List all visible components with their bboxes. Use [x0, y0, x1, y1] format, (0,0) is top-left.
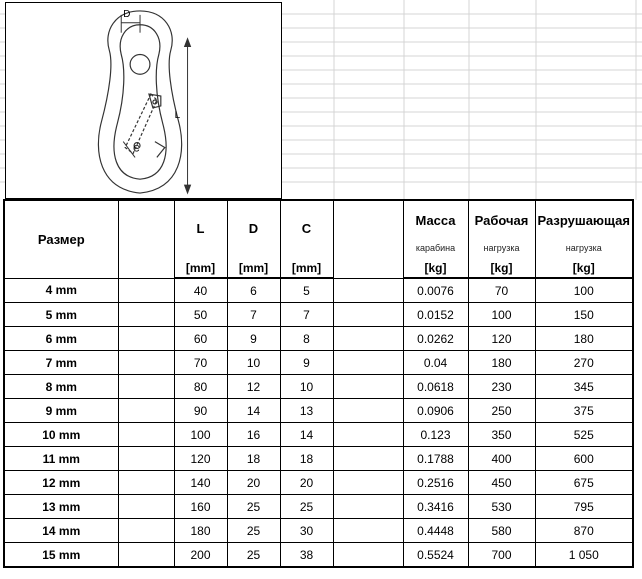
cell-break: 270	[535, 351, 633, 375]
cell-break: 375	[535, 399, 633, 423]
table-row	[4, 471, 633, 495]
table-row	[4, 375, 633, 399]
cell-l: 100	[174, 423, 227, 447]
cell-blank	[118, 423, 174, 447]
cell-d: 20	[227, 471, 280, 495]
cell-size: 9 mm	[4, 399, 118, 423]
cell-l: 80	[174, 375, 227, 399]
cell-size: 5 mm	[4, 303, 118, 327]
unit-c: [mm]	[280, 256, 333, 278]
cell-mass: 0.2516	[403, 471, 468, 495]
cell-break: 150	[535, 303, 633, 327]
spec-table-body	[4, 278, 633, 567]
dimension-c-label: C	[133, 143, 140, 154]
cell-l: 60	[174, 327, 227, 351]
cell-work: 70	[468, 278, 535, 303]
cell-mass: 0.0618	[403, 375, 468, 399]
header-mass-sub: карабина	[403, 239, 468, 256]
cell-blank	[333, 303, 403, 327]
cell-c: 5	[280, 278, 333, 303]
cell-work: 400	[468, 447, 535, 471]
cell-c: 9	[280, 351, 333, 375]
cell-d: 6	[227, 278, 280, 303]
dimension-l-label: L	[174, 109, 181, 121]
cell-size: 12 mm	[4, 471, 118, 495]
cell-blank	[118, 447, 174, 471]
cell-l: 200	[174, 543, 227, 568]
cell-blank	[333, 447, 403, 471]
cell-size: 10 mm	[4, 423, 118, 447]
cell-blank	[333, 471, 403, 495]
cell-break: 1 050	[535, 543, 633, 568]
table-row	[4, 495, 633, 519]
cell-size: 11 mm	[4, 447, 118, 471]
cell-mass: 0.4448	[403, 519, 468, 543]
cell-break: 600	[535, 447, 633, 471]
cell-l: 50	[174, 303, 227, 327]
header-blank-2	[333, 200, 403, 278]
cell-mass: 0.0076	[403, 278, 468, 303]
cell-mass: 0.123	[403, 423, 468, 447]
cell-mass: 0.3416	[403, 495, 468, 519]
carabiner-eye	[130, 54, 150, 74]
header-work-sub: нагрузка	[468, 239, 535, 256]
header-d: D	[227, 200, 280, 256]
cell-blank	[118, 327, 174, 351]
cell-work: 230	[468, 375, 535, 399]
cell-d: 18	[227, 447, 280, 471]
unit-break: [kg]	[535, 256, 633, 278]
header-mass: Масса	[403, 200, 468, 239]
cell-blank	[333, 375, 403, 399]
carabiner-gate	[125, 94, 157, 153]
cell-c: 25	[280, 495, 333, 519]
cell-size: 14 mm	[4, 519, 118, 543]
cell-l: 90	[174, 399, 227, 423]
cell-d: 14	[227, 399, 280, 423]
cell-break: 870	[535, 519, 633, 543]
cell-mass: 0.04	[403, 351, 468, 375]
cell-blank	[333, 399, 403, 423]
carabiner-drawing	[5, 2, 282, 199]
table-row	[4, 447, 633, 471]
cell-blank	[118, 543, 174, 568]
cell-l: 40	[174, 278, 227, 303]
cell-work: 580	[468, 519, 535, 543]
cell-blank	[118, 375, 174, 399]
cell-mass: 0.0906	[403, 399, 468, 423]
cell-work: 250	[468, 399, 535, 423]
cell-blank	[333, 543, 403, 568]
header-l: L	[174, 200, 227, 256]
cell-l: 180	[174, 519, 227, 543]
table-row	[4, 519, 633, 543]
unit-work: [kg]	[468, 256, 535, 278]
cell-c: 38	[280, 543, 333, 568]
cell-d: 25	[227, 495, 280, 519]
cell-break: 525	[535, 423, 633, 447]
table-row	[4, 303, 633, 327]
cell-size: 6 mm	[4, 327, 118, 351]
cell-blank	[118, 495, 174, 519]
table-row	[4, 278, 633, 303]
cell-work: 530	[468, 495, 535, 519]
cell-d: 7	[227, 303, 280, 327]
header-break-load: Разрушающая	[535, 200, 633, 239]
header-work-load: Рабочая	[468, 200, 535, 239]
cell-c: 20	[280, 471, 333, 495]
cell-c: 7	[280, 303, 333, 327]
cell-d: 25	[227, 519, 280, 543]
cell-size: 13 mm	[4, 495, 118, 519]
cell-work: 450	[468, 471, 535, 495]
cell-mass: 0.5524	[403, 543, 468, 568]
header-c: C	[280, 200, 333, 256]
cell-break: 675	[535, 471, 633, 495]
cell-blank	[118, 519, 174, 543]
table-row	[4, 423, 633, 447]
cell-l: 160	[174, 495, 227, 519]
cell-blank	[118, 303, 174, 327]
carabiner-outer-outline	[98, 8, 181, 193]
cell-break: 180	[535, 327, 633, 351]
cell-work: 350	[468, 423, 535, 447]
header-size: Размер	[4, 200, 118, 278]
cell-d: 16	[227, 423, 280, 447]
header-break-sub: нагрузка	[535, 239, 633, 256]
cell-l: 70	[174, 351, 227, 375]
cell-c: 18	[280, 447, 333, 471]
cell-work: 100	[468, 303, 535, 327]
table-row	[4, 351, 633, 375]
cell-mass: 0.0262	[403, 327, 468, 351]
table-row	[4, 543, 633, 568]
cell-mass: 0.1788	[403, 447, 468, 471]
cell-c: 10	[280, 375, 333, 399]
unit-mass: [kg]	[403, 256, 468, 278]
cell-blank	[118, 471, 174, 495]
cell-blank	[333, 519, 403, 543]
cell-size: 4 mm	[4, 278, 118, 303]
dimension-d-label: D	[123, 8, 131, 20]
cell-l: 140	[174, 471, 227, 495]
cell-work: 180	[468, 351, 535, 375]
cell-c: 30	[280, 519, 333, 543]
cell-blank	[118, 351, 174, 375]
table-row	[4, 327, 633, 351]
cell-l: 120	[174, 447, 227, 471]
unit-l: [mm]	[174, 256, 227, 278]
cell-d: 9	[227, 327, 280, 351]
cell-mass: 0.0152	[403, 303, 468, 327]
cell-blank	[333, 351, 403, 375]
cell-d: 25	[227, 543, 280, 568]
cell-work: 700	[468, 543, 535, 568]
cell-break: 795	[535, 495, 633, 519]
unit-d: [mm]	[227, 256, 280, 278]
cell-size: 8 mm	[4, 375, 118, 399]
cell-blank	[333, 495, 403, 519]
cell-blank	[333, 278, 403, 303]
cell-size: 7 mm	[4, 351, 118, 375]
cell-blank	[118, 399, 174, 423]
cell-d: 12	[227, 375, 280, 399]
cell-c: 13	[280, 399, 333, 423]
carabiner-spec-table	[3, 199, 634, 568]
cell-c: 14	[280, 423, 333, 447]
table-row	[4, 399, 633, 423]
cell-size: 15 mm	[4, 543, 118, 568]
cell-blank	[118, 278, 174, 303]
cell-blank	[333, 327, 403, 351]
cell-break: 345	[535, 375, 633, 399]
cell-work: 120	[468, 327, 535, 351]
cell-blank	[333, 423, 403, 447]
cell-c: 8	[280, 327, 333, 351]
cell-d: 10	[227, 351, 280, 375]
cell-break: 100	[535, 278, 633, 303]
header-blank-1	[118, 200, 174, 278]
